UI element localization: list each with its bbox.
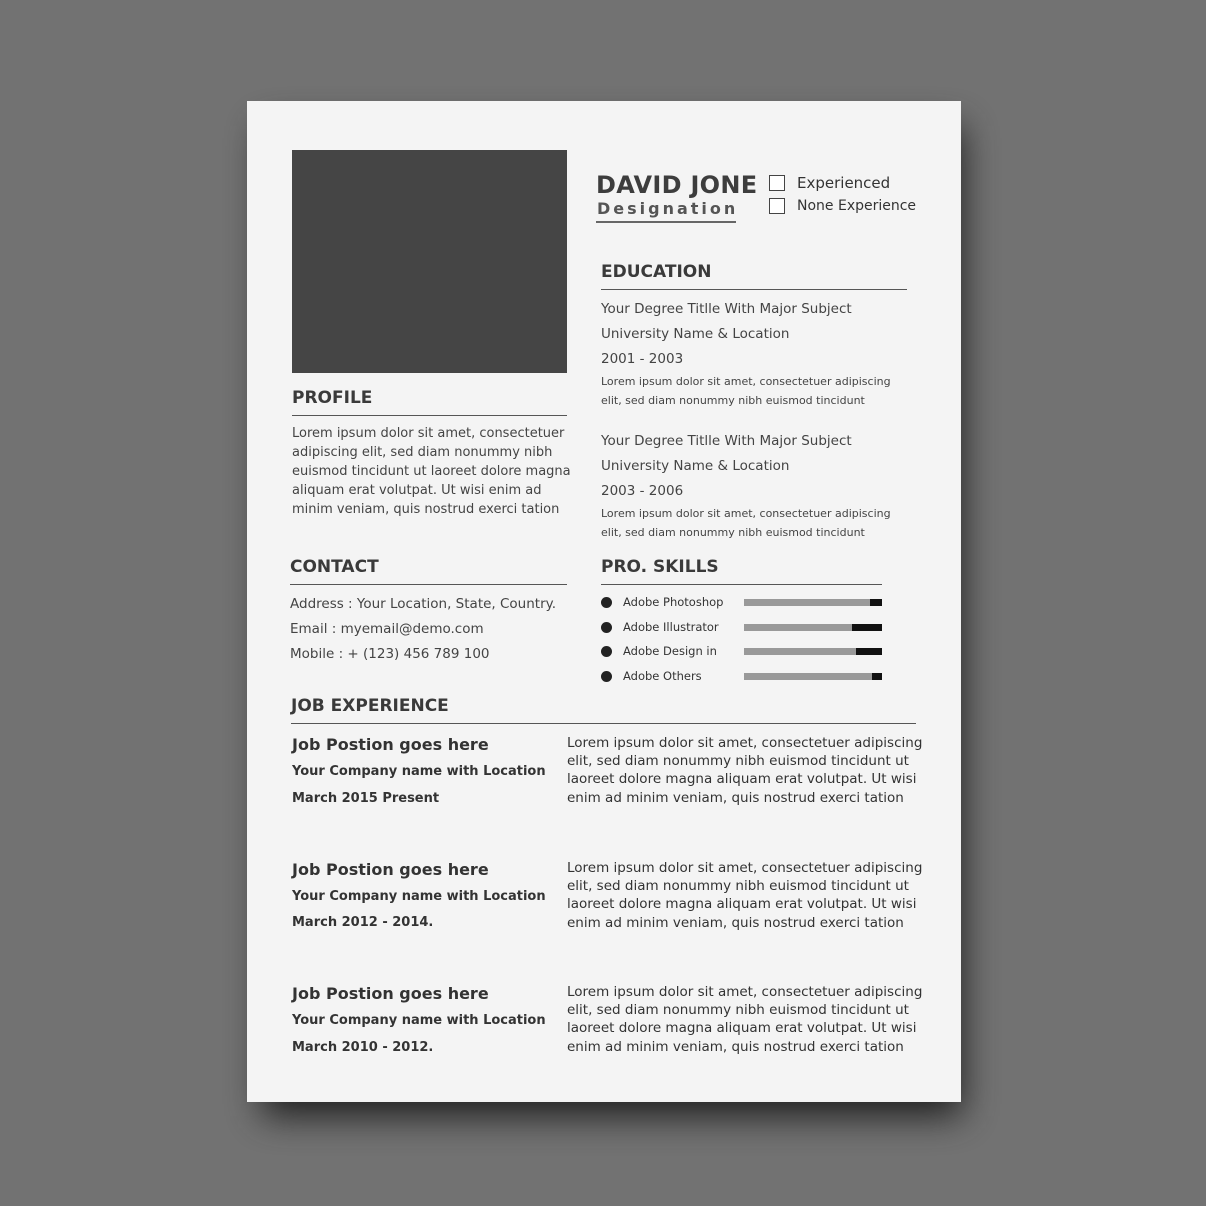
skill-name: Adobe Others: [623, 669, 702, 683]
profile-line: Lorem ipsum dolor sit amet, consectetuer: [292, 426, 565, 441]
job-desc-line: enim ad minim veniam, quis nostrud exerci tation: [567, 1038, 904, 1055]
bullet-icon: [601, 646, 612, 657]
skills-rule: [601, 584, 882, 585]
bullet-icon: [601, 597, 612, 608]
job-desc-line: laoreet dolore magna aliquam erat volutpat. Ut wisi: [567, 896, 917, 913]
edu-desc: elit, sed diam nonummy nibh euismod tincidunt: [601, 394, 865, 407]
job-dates: March 2015 Present: [292, 791, 440, 806]
job-dates: March 2010 - 2012.: [292, 1040, 434, 1055]
job-description: [567, 983, 923, 1056]
option-label: None Experience: [797, 198, 917, 214]
edu-years: 2001 - 2003: [601, 351, 684, 367]
bullet-icon: [601, 622, 612, 633]
edu-desc: Lorem ipsum dolor sit amet, consectetuer adipiscing: [601, 507, 891, 520]
option-none-experience[interactable]: [769, 198, 916, 214]
checkbox-icon[interactable]: [769, 198, 785, 214]
skill-bar-fill: [870, 599, 882, 606]
skill-bar-fill: [852, 624, 882, 631]
job-dates: March 2012 - 2014.: [292, 915, 434, 930]
skill-bar: [744, 648, 882, 655]
education-title: EDUCATION: [601, 262, 712, 282]
contact-mobile: Mobile : + (123) 456 789 100: [290, 646, 490, 662]
profile-rule: [292, 415, 567, 416]
job-desc-line: enim ad minim veniam, quis nostrud exerci tation: [567, 789, 904, 806]
job-desc-line: elit, sed diam nonummy nibh euismod tincidunt ut: [567, 878, 909, 895]
profile-title: PROFILE: [292, 388, 373, 408]
contact-address: Address : Your Location, State, Country.: [290, 596, 556, 612]
job-company: Your Company name with Location: [292, 1013, 546, 1028]
edu-university: University Name & Location: [601, 458, 790, 474]
job-description: [567, 734, 923, 807]
profile-line: minim veniam, quis nostrud exerci tation: [292, 502, 560, 517]
job-description: [567, 859, 923, 932]
job-desc-line: laoreet dolore magna aliquam erat volutpat. Ut wisi: [567, 771, 917, 788]
skill-name: Adobe Photoshop: [623, 595, 724, 609]
skill-bar: [744, 599, 882, 606]
edu-university: University Name & Location: [601, 326, 790, 342]
option-experienced[interactable]: [769, 174, 890, 192]
job-desc-line: Lorem ipsum dolor sit amet, consectetuer adipiscing: [567, 735, 923, 751]
edu-desc: Lorem ipsum dolor sit amet, consectetuer adipiscing: [601, 375, 891, 388]
job-company: Your Company name with Location: [292, 764, 546, 779]
education-rule: [601, 289, 907, 290]
job-desc-line: laoreet dolore magna aliquam erat volutpat. Ut wisi: [567, 1020, 917, 1037]
skills-title: PRO. SKILLS: [601, 557, 719, 577]
skill-name: Adobe Design in: [623, 644, 717, 658]
skill-bar: [744, 624, 882, 631]
skill-bar-fill: [872, 673, 882, 680]
name-underline: [596, 221, 736, 223]
experience-title: JOB EXPERIENCE: [291, 696, 449, 716]
edu-desc: elit, sed diam nonummy nibh euismod tincidunt: [601, 526, 865, 539]
edu-years: 2003 - 2006: [601, 483, 684, 499]
candidate-name: DAVID JONE: [596, 171, 758, 199]
job-company: Your Company name with Location: [292, 889, 546, 904]
checkbox-icon[interactable]: [769, 175, 785, 191]
job-title: Job Postion goes here: [292, 735, 489, 754]
job-desc-line: Lorem ipsum dolor sit amet, consectetuer adipiscing: [567, 984, 923, 1000]
skill-item: [601, 644, 717, 658]
profile-line: aliquam erat volutpat. Ut wisi enim ad: [292, 483, 542, 498]
skill-item: [601, 620, 719, 634]
resume-page: [247, 101, 961, 1102]
skill-item: [601, 669, 702, 683]
skill-item: [601, 595, 723, 609]
photo-placeholder: [292, 150, 567, 373]
job-desc-line: elit, sed diam nonummy nibh euismod tincidunt ut: [567, 753, 909, 770]
contact-rule: [290, 584, 567, 585]
job-title: Job Postion goes here: [292, 984, 489, 1003]
edu-degree: Your Degree Titlle With Major Subject: [601, 301, 852, 317]
profile-line: euismod tincidunt ut laoreet dolore magna: [292, 464, 571, 479]
contact-email[interactable]: Email : myemail@demo.com: [290, 621, 484, 637]
skill-bar: [744, 673, 882, 680]
job-desc-line: elit, sed diam nonummy nibh euismod tincidunt ut: [567, 1002, 909, 1019]
experience-rule: [291, 723, 916, 724]
edu-degree: Your Degree Titlle With Major Subject: [601, 433, 852, 449]
skill-name: Adobe Illustrator: [623, 620, 719, 634]
skill-bar-fill: [856, 648, 882, 655]
job-desc-line: Lorem ipsum dolor sit amet, consectetuer adipiscing: [567, 860, 923, 876]
option-label: Experienced: [797, 174, 891, 192]
job-desc-line: enim ad minim veniam, quis nostrud exerci tation: [567, 914, 904, 931]
profile-line: adipiscing elit, sed diam nonummy nibh: [292, 445, 553, 460]
job-title: Job Postion goes here: [292, 860, 489, 879]
contact-title: CONTACT: [290, 557, 379, 577]
designation: Designation: [597, 199, 739, 218]
bullet-icon: [601, 671, 612, 682]
